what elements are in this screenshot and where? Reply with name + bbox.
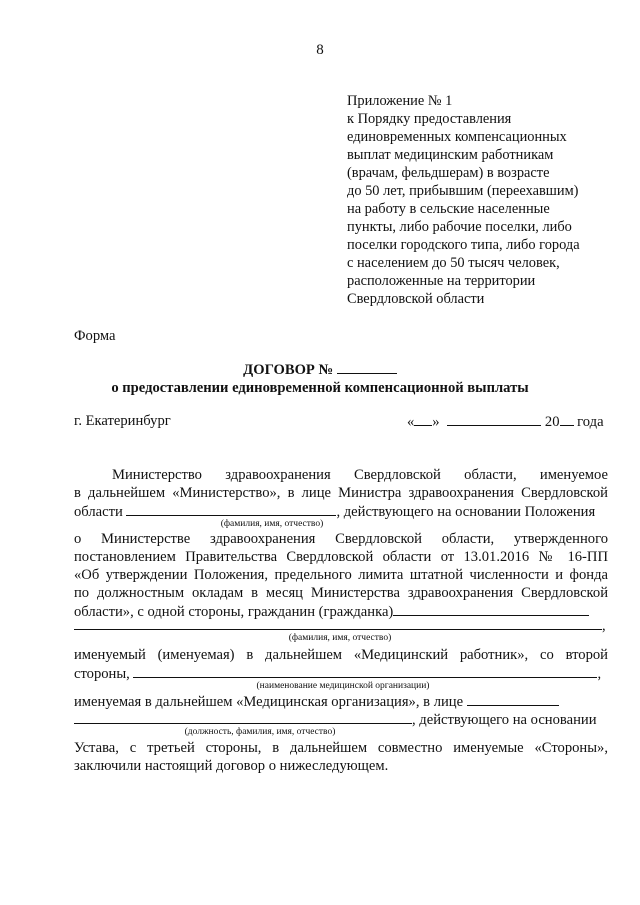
appendix-line: выплат медицинским работникам [347, 147, 554, 163]
body-text: именуемая в дальнейшем «Медицинская организация», в лице [74, 694, 464, 710]
form-label: Форма [74, 328, 116, 344]
contract-subtitle: о предоставлении единовременной компенсационной выплаты [111, 380, 529, 396]
field-caption: (должность, фамилия, имя, отчество) [184, 727, 336, 737]
citizen-name-line [74, 629, 602, 630]
body-line: в дальнейшем «Министерство», в лице Министра здравоохранения Свердловской [74, 485, 608, 501]
representative-name-blank [74, 711, 412, 724]
body-text: , [597, 666, 602, 682]
appendix-line: пункты, либо рабочие поселки, либо [347, 219, 572, 235]
body-line [74, 603, 589, 621]
body-line: Министерство здравоохранения Свердловской области, именуемое [112, 467, 608, 483]
page-number: 8 [316, 42, 324, 58]
appendix-line: единовременных компенсационных [347, 129, 567, 145]
month-blank [447, 413, 541, 426]
organization-name-blank [133, 665, 597, 678]
body-text: стороны, [74, 666, 130, 682]
body-line [74, 693, 559, 711]
body-text: , действующего на основании Положения [336, 504, 596, 520]
appendix-line: поселки городского типа, либо города [347, 237, 580, 253]
day-blank [414, 413, 432, 426]
body-line: именуемый (именуемая) в дальнейшем «Медицинский работник», со второй [74, 647, 608, 663]
appendix-line: до 50 лет, прибывшим (переехавшим) [347, 183, 579, 199]
year-blank [560, 413, 574, 426]
body-line: постановлением Правительства Свердловской области от 13.01.2016 № 16-ПП [74, 549, 608, 565]
body-text: , действующего на основании [412, 712, 597, 728]
citizen-name-blank [393, 603, 589, 616]
year-suffix: года [577, 414, 604, 430]
field-caption: (фамилия, имя, отчество) [288, 633, 392, 643]
body-line: о Министерстве здравоохранения Свердловской области, утвержденного [74, 531, 608, 547]
body-line: заключили настоящий договор о нижеследующем. [74, 758, 389, 774]
field-caption: (фамилия, имя, отчество) [220, 519, 324, 529]
appendix-line: с населением до 50 тысяч человек, [347, 255, 560, 271]
contract-title [0, 361, 640, 379]
appendix-line: расположенные на территории [347, 273, 536, 289]
appendix-line: Свердловской области [347, 291, 485, 307]
appendix-line: (врачам, фельдшерам) в возрасте [347, 165, 550, 181]
field-caption: (наименование медицинской организации) [256, 681, 430, 691]
contract-date [407, 413, 604, 431]
body-line: Устава, с третьей стороны, в дальнейшем совместно именуемые «Стороны», [74, 740, 608, 756]
representative-blank [467, 693, 559, 706]
comma: , [602, 618, 606, 634]
body-text: области [74, 504, 123, 520]
appendix-line: на работу в сельские населенные [347, 201, 550, 217]
body-line: «Об утверждении Положения, предельного лимита штатной численности и фонда [74, 567, 608, 583]
minister-name-blank [126, 503, 336, 516]
contract-title-text: ДОГОВОР № [243, 362, 334, 378]
appendix-line: к Порядку предоставления [347, 111, 512, 127]
appendix-line: Приложение № 1 [347, 93, 453, 109]
body-line: по должностным окладам в месяц Министерства здравоохранения Свердловской [74, 585, 608, 601]
quote-open: « [407, 414, 415, 430]
body-text: области», с одной стороны, гражданин (гражданка) [74, 604, 394, 620]
contract-number-blank [337, 361, 397, 374]
city: г. Екатеринбург [74, 413, 171, 429]
year-prefix: 20 [544, 414, 560, 430]
quote-close: » [432, 414, 440, 430]
